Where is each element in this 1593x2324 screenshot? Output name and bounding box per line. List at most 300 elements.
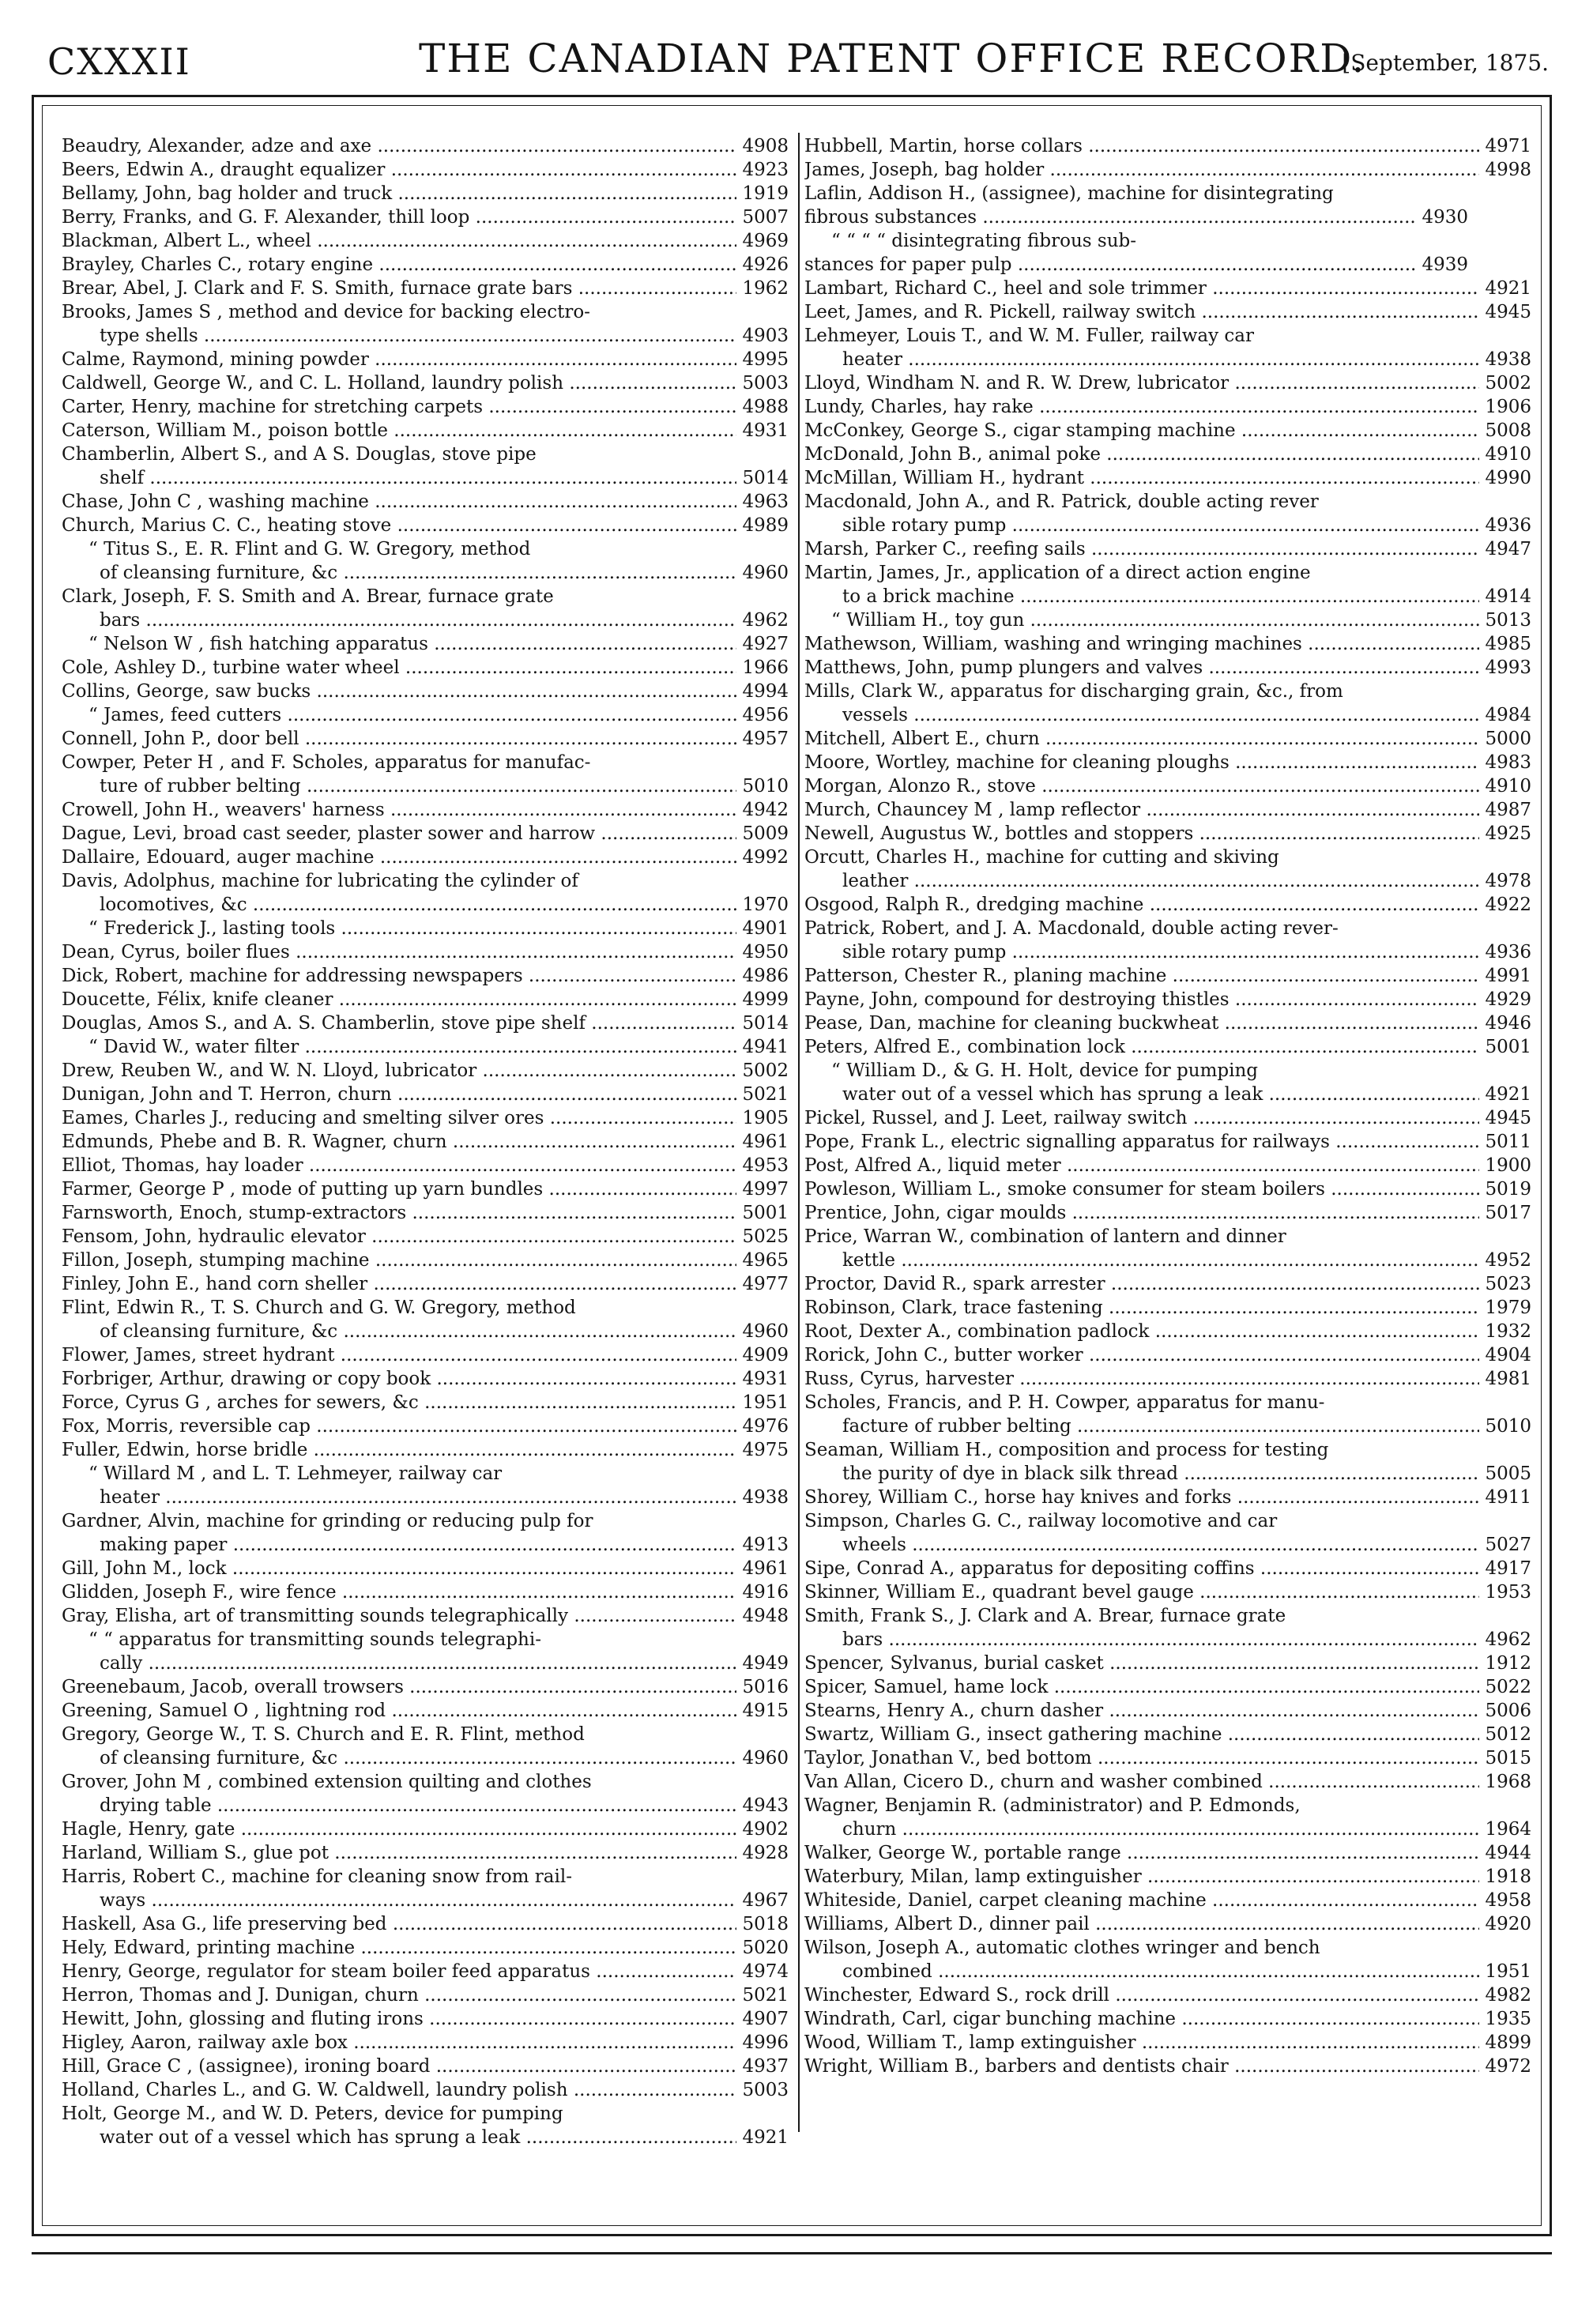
index-entry bbox=[804, 1960, 1531, 1983]
patent-number: 1905 bbox=[742, 1108, 789, 1128]
entry-text: Mathewson, William, washing and wringing machines ..... bbox=[804, 632, 1479, 656]
entry-text: Church, Marius C. C., heating stove ..... bbox=[62, 514, 736, 537]
entry-text: Brear, Abel, J. Clark and F. S. Smith, furnace grate bars ..... bbox=[62, 277, 736, 300]
index-entry bbox=[804, 1225, 1531, 1249]
entry-text: Greening, Samuel O , lightning rod ..... bbox=[62, 1699, 736, 1723]
entry-text: Collins, George, saw bucks ..... bbox=[62, 680, 736, 703]
patent-number: 4962 bbox=[742, 610, 789, 631]
index-entry bbox=[804, 1343, 1531, 1367]
entry-text: Finley, John E., hand corn sheller ..... bbox=[62, 1272, 736, 1296]
entry-text: Morgan, Alonzo R., stove ..... bbox=[804, 774, 1479, 798]
entry-text: Swartz, William G., insect gathering machine ..... bbox=[804, 1723, 1479, 1746]
patent-number: 4938 bbox=[1485, 349, 1531, 370]
index-entry bbox=[804, 1462, 1531, 1486]
patent-number: 1966 bbox=[742, 657, 789, 678]
patent-number: 5014 bbox=[742, 1013, 789, 1034]
entry-text: Blackman, Albert L., wheel ..... bbox=[62, 229, 736, 253]
index-entry bbox=[62, 1106, 789, 1130]
patent-number: 5013 bbox=[1485, 610, 1531, 631]
index-entry bbox=[62, 1865, 789, 1889]
index-entry bbox=[804, 1249, 1531, 1272]
patent-number: 4922 bbox=[1485, 895, 1531, 915]
index-entry bbox=[804, 1699, 1531, 1723]
patent-number: 5027 bbox=[1485, 1535, 1531, 1555]
entry-text: Orcutt, Charles H., machine for cutting and skiving bbox=[804, 847, 1279, 868]
index-entry bbox=[62, 253, 789, 277]
patent-number: 4916 bbox=[742, 1582, 789, 1603]
patent-number: 4910 bbox=[1485, 776, 1531, 797]
index-entry bbox=[804, 1201, 1531, 1225]
index-entry bbox=[62, 1367, 789, 1391]
entry-text: Price, Warran W., combination of lantern and dinner bbox=[804, 1226, 1286, 1247]
entry-text: Lundy, Charles, hay rake ..... bbox=[804, 395, 1479, 419]
index-entry bbox=[804, 917, 1531, 940]
patent-number: 5020 bbox=[742, 1938, 789, 1958]
patent-number: 4977 bbox=[742, 1274, 789, 1294]
patent-number: 1900 bbox=[1485, 1155, 1531, 1176]
entry-text: of cleansing furniture, &c ..... bbox=[100, 1320, 736, 1343]
entry-text: Holland, Charles L., and G. W. Caldwell, laundry polish ..... bbox=[62, 2078, 736, 2102]
index-entry bbox=[804, 1320, 1531, 1343]
index-entry bbox=[804, 324, 1531, 348]
entry-text: Waterbury, Milan, lamp extinguisher ..... bbox=[804, 1865, 1479, 1889]
entry-text: heater ..... bbox=[842, 348, 1479, 371]
patent-number: 4962 bbox=[1485, 1629, 1531, 1650]
patent-number: 1906 bbox=[1485, 397, 1531, 417]
index-entry bbox=[62, 608, 789, 632]
patent-number: 4944 bbox=[1485, 1843, 1531, 1863]
patent-number: 4904 bbox=[1485, 1345, 1531, 1365]
patent-number: 4997 bbox=[742, 1179, 789, 1200]
index-entry bbox=[804, 1604, 1531, 1628]
patent-number: 4927 bbox=[742, 634, 789, 654]
entry-text: Patrick, Robert, and J. A. Macdonald, double acting rever- bbox=[804, 918, 1339, 939]
patent-number: 4969 bbox=[742, 231, 789, 251]
entry-text: Moore, Wortley, machine for cleaning ploughs ..... bbox=[804, 751, 1479, 774]
patent-number: 4921 bbox=[1485, 1084, 1531, 1105]
index-entry bbox=[804, 2007, 1531, 2031]
entry-text: Macdonald, John A., and R. Patrick, double acting rever bbox=[804, 492, 1319, 512]
entry-text: Newell, Augustus W., bottles and stoppers ..... bbox=[804, 822, 1479, 846]
entry-text: Bellamy, John, bag holder and truck ..... bbox=[62, 182, 736, 205]
patent-number: 1953 bbox=[1485, 1582, 1531, 1603]
bottom-rule bbox=[32, 2252, 1552, 2254]
index-entry bbox=[62, 1272, 789, 1296]
patent-number: 4926 bbox=[742, 254, 789, 275]
patent-number: 5019 bbox=[1485, 1179, 1531, 1200]
index-entry bbox=[804, 1889, 1531, 1912]
patent-number: 4909 bbox=[742, 1345, 789, 1365]
index-entry bbox=[62, 1035, 789, 1059]
index-entry bbox=[62, 2126, 789, 2149]
entry-text: “ David W., water filter ..... bbox=[62, 1035, 736, 1059]
entry-text: “ Titus S., E. R. Flint and G. W. Gregory, method bbox=[88, 539, 531, 559]
entry-text: Grover, John M , combined extension quilting and clothes bbox=[62, 1772, 592, 1792]
entry-text: Wright, William B., barbers and dentists chair ..... bbox=[804, 2055, 1479, 2078]
patent-number: 4921 bbox=[742, 2127, 789, 2148]
entry-text: Higley, Aaron, railway axle box ..... bbox=[62, 2031, 736, 2055]
index-entry bbox=[62, 1225, 789, 1249]
index-entry bbox=[62, 1723, 789, 1746]
entry-text: Farnsworth, Enoch, stump-extractors ..... bbox=[62, 1201, 736, 1225]
entry-text: Flower, James, street hydrant ..... bbox=[62, 1343, 736, 1367]
entry-text: locomotives, &c ..... bbox=[100, 893, 736, 917]
entry-text: Wagner, Benjamin R. (administrator) and P. Edmonds, bbox=[804, 1795, 1301, 1816]
entry-text: Peters, Alfred E., combination lock ..... bbox=[804, 1035, 1479, 1059]
entry-text: Pope, Frank L., electric signalling apparatus for railways ..... bbox=[804, 1130, 1479, 1154]
patent-number: 5016 bbox=[742, 1677, 789, 1697]
index-entry bbox=[804, 1652, 1531, 1675]
patent-number: 1919 bbox=[742, 183, 789, 204]
entry-text: ways ..... bbox=[100, 1889, 736, 1912]
entry-text: kettle ..... bbox=[842, 1249, 1479, 1272]
index-entry bbox=[62, 2102, 789, 2126]
patent-number: 4949 bbox=[742, 1653, 789, 1674]
index-entry bbox=[62, 1960, 789, 1983]
entry-text: Drew, Reuben W., and W. N. Lloyd, lubricator ..... bbox=[62, 1059, 736, 1083]
index-entry bbox=[62, 1130, 789, 1154]
index-entry bbox=[62, 1011, 789, 1035]
index-entry bbox=[804, 1509, 1531, 1533]
index-entry bbox=[62, 1320, 789, 1343]
entry-text: sible rotary pump ..... bbox=[842, 940, 1479, 964]
index-entry bbox=[62, 1817, 789, 1841]
index-entry bbox=[804, 1272, 1531, 1296]
entry-text: Hubbell, Martin, horse collars ..... bbox=[804, 134, 1479, 158]
patent-number: 5007 bbox=[742, 207, 789, 228]
index-entry bbox=[804, 1414, 1531, 1438]
entry-text: Henry, George, regulator for steam boiler feed apparatus ..... bbox=[62, 1960, 736, 1983]
index-entry bbox=[804, 774, 1531, 798]
entry-text: Gardner, Alvin, machine for grinding or reducing pulp for bbox=[62, 1511, 593, 1531]
column-divider bbox=[798, 133, 800, 2132]
patent-number: 1962 bbox=[742, 278, 789, 299]
index-entry bbox=[62, 2055, 789, 2078]
publication-title: THE CANADIAN PATENT OFFICE RECORD. bbox=[419, 36, 1366, 81]
index-entry bbox=[62, 229, 789, 253]
index-entry bbox=[62, 1486, 789, 1509]
index-entry bbox=[62, 277, 789, 300]
entry-text: Sipe, Conrad A., apparatus for depositing coffins ..... bbox=[804, 1557, 1479, 1580]
entry-text: ture of rubber belting ..... bbox=[100, 774, 736, 798]
patent-number: 4981 bbox=[1485, 1369, 1531, 1389]
entry-text: bars ..... bbox=[100, 608, 736, 632]
index-entry bbox=[804, 1154, 1531, 1177]
patent-number: 1951 bbox=[742, 1392, 789, 1413]
patent-number: 4993 bbox=[1485, 657, 1531, 678]
index-entry bbox=[62, 1438, 789, 1462]
entry-text: Walker, George W., portable range ..... bbox=[804, 1841, 1479, 1865]
index-entry bbox=[804, 893, 1531, 917]
index-entry bbox=[62, 1889, 789, 1912]
entry-text: Whiteside, Daniel, carpet cleaning machine ..... bbox=[804, 1889, 1479, 1912]
patent-number: 4908 bbox=[742, 136, 789, 156]
entry-text: Herron, Thomas and J. Dunigan, churn ..... bbox=[62, 1983, 736, 2007]
index-entry bbox=[804, 561, 1531, 585]
patent-number: 4992 bbox=[742, 847, 789, 868]
index-entry bbox=[804, 537, 1531, 561]
index-entry bbox=[804, 751, 1531, 774]
entry-text: Fillon, Joseph, stumping machine ..... bbox=[62, 1249, 736, 1272]
entry-text: Hewitt, John, glossing and fluting irons ..... bbox=[62, 2007, 736, 2031]
patent-number: 5002 bbox=[1485, 373, 1531, 394]
patent-number: 5010 bbox=[742, 776, 789, 797]
patent-number: 4987 bbox=[1485, 800, 1531, 820]
index-entry bbox=[62, 917, 789, 940]
patent-number: 5022 bbox=[1485, 1677, 1531, 1697]
entry-text: Crowell, John H., weavers' harness ..... bbox=[62, 798, 736, 822]
index-entry bbox=[804, 348, 1531, 371]
index-entry bbox=[804, 940, 1531, 964]
patent-number: 5018 bbox=[742, 1914, 789, 1934]
entry-text: of cleansing furniture, &c ..... bbox=[100, 1746, 736, 1770]
index-entry bbox=[804, 1865, 1531, 1889]
patent-number: 4915 bbox=[742, 1701, 789, 1721]
entry-text: Spicer, Samuel, hame lock ..... bbox=[804, 1675, 1479, 1699]
entry-text: Prentice, John, cigar moulds ..... bbox=[804, 1201, 1479, 1225]
entry-text: “ William H., toy gun ..... bbox=[804, 608, 1479, 632]
entry-text: making paper ..... bbox=[100, 1533, 736, 1557]
entry-text: “ Frederick J., lasting tools ..... bbox=[62, 917, 736, 940]
page-header bbox=[47, 36, 1549, 91]
entry-text: Lambart, Richard C., heel and sole trimmer ..... bbox=[804, 277, 1479, 300]
patent-number: 4936 bbox=[1485, 515, 1531, 536]
index-entry bbox=[62, 846, 789, 869]
index-entry bbox=[62, 822, 789, 846]
patent-number: 5001 bbox=[1485, 1037, 1531, 1057]
index-entry bbox=[62, 1201, 789, 1225]
index-entry bbox=[804, 1912, 1531, 1936]
entry-text: Stearns, Henry A., churn dasher ..... bbox=[804, 1699, 1479, 1723]
index-entry bbox=[62, 466, 789, 490]
entry-text: the purity of dye in black silk thread ..... bbox=[842, 1462, 1479, 1486]
entry-text: Chase, John C , washing machine ..... bbox=[62, 490, 736, 514]
entry-text: Caterson, William M., poison bottle ..... bbox=[62, 419, 736, 443]
patent-number: 4989 bbox=[742, 515, 789, 536]
index-entry bbox=[804, 443, 1531, 466]
entry-text: Davis, Adolphus, machine for lubricating the cylinder of bbox=[62, 871, 578, 891]
patent-number: 4957 bbox=[742, 729, 789, 749]
entry-text: Winchester, Edward S., rock drill ..... bbox=[804, 1983, 1479, 2007]
index-entry bbox=[804, 158, 1531, 182]
index-entry bbox=[804, 1817, 1531, 1841]
patent-number: 4902 bbox=[742, 1819, 789, 1840]
index-entry bbox=[804, 1723, 1531, 1746]
patent-number: 5008 bbox=[1485, 420, 1531, 441]
entry-text: Berry, Franks, and G. F. Alexander, thill loop ..... bbox=[62, 205, 736, 229]
patent-number: 4923 bbox=[742, 160, 789, 180]
index-entry bbox=[804, 608, 1531, 632]
entry-text: Force, Cyrus G , arches for sewers, &c ..... bbox=[62, 1391, 736, 1414]
patent-number: 4925 bbox=[1485, 823, 1531, 844]
patent-number: 4945 bbox=[1485, 302, 1531, 322]
entry-text: Brooks, James S , method and device for backing electro- bbox=[62, 302, 590, 322]
patent-number: 5025 bbox=[742, 1226, 789, 1247]
patent-number: 4984 bbox=[1485, 705, 1531, 725]
patent-number: 5015 bbox=[1485, 1748, 1531, 1768]
index-entry bbox=[62, 1059, 789, 1083]
patent-number: 5021 bbox=[742, 1084, 789, 1105]
entry-text: McMillan, William H., hydrant ..... bbox=[804, 466, 1479, 490]
index-entry bbox=[804, 846, 1531, 869]
index-entry bbox=[804, 1011, 1531, 1035]
entry-text: Lloyd, Windham N. and R. W. Drew, lubricator ..... bbox=[804, 371, 1479, 395]
index-column-right bbox=[804, 134, 1531, 2078]
patent-number: 5012 bbox=[1485, 1724, 1531, 1745]
entry-text: Patterson, Chester R., planing machine ..... bbox=[804, 964, 1479, 988]
entry-text: Harland, William S., glue pot ..... bbox=[62, 1841, 736, 1865]
patent-number: 4928 bbox=[742, 1843, 789, 1863]
patent-number: 4967 bbox=[742, 1890, 789, 1911]
patent-number: 4899 bbox=[1485, 2032, 1531, 2053]
entry-text: Carter, Henry, machine for stretching carpets ..... bbox=[62, 395, 736, 419]
entry-text: James, Joseph, bag holder ..... bbox=[804, 158, 1479, 182]
entry-text: Fuller, Edwin, horse bridle ..... bbox=[62, 1438, 736, 1462]
index-entry bbox=[62, 1533, 789, 1557]
patent-number: 5021 bbox=[742, 1985, 789, 2006]
entry-text: “ Nelson W , fish hatching apparatus ..... bbox=[62, 632, 736, 656]
index-entry bbox=[62, 395, 789, 419]
entry-text: shelf ..... bbox=[100, 466, 736, 490]
entry-text: Wood, William T., lamp extinguisher ..... bbox=[804, 2031, 1479, 2055]
index-entry bbox=[804, 1794, 1531, 1817]
patent-number: 5023 bbox=[1485, 1274, 1531, 1294]
patent-number: 5005 bbox=[1485, 1463, 1531, 1484]
index-entry bbox=[62, 1936, 789, 1960]
entry-text: Root, Dexter A., combination padlock ..... bbox=[804, 1320, 1479, 1343]
patent-number: 4975 bbox=[742, 1440, 789, 1460]
index-entry bbox=[804, 1770, 1531, 1794]
patent-number: 4976 bbox=[742, 1416, 789, 1437]
patent-number: 4901 bbox=[742, 918, 789, 939]
index-entry bbox=[804, 1296, 1531, 1320]
entry-text: Greenebaum, Jacob, overall trowsers ..... bbox=[62, 1675, 736, 1699]
patent-number: 4998 bbox=[1485, 160, 1531, 180]
entry-text: Doucette, Félix, knife cleaner ..... bbox=[62, 988, 736, 1011]
entry-text: Proctor, David R., spark arrester ..... bbox=[804, 1272, 1479, 1296]
entry-text: Marsh, Parker C., reefing sails ..... bbox=[804, 537, 1479, 561]
entry-text: Haskell, Asa G., life preserving bed ..... bbox=[62, 1912, 736, 1936]
entry-text: Gregory, George W., T. S. Church and E. R. Flint, method bbox=[62, 1724, 585, 1745]
patent-number: 1979 bbox=[1485, 1298, 1531, 1318]
entry-text: facture of rubber belting ..... bbox=[842, 1414, 1479, 1438]
index-entry bbox=[62, 1391, 789, 1414]
entry-text: Martin, James, Jr., application of a direct action engine bbox=[804, 563, 1311, 583]
index-entry bbox=[62, 1414, 789, 1438]
patent-number: 4911 bbox=[1485, 1487, 1531, 1508]
patent-number: 4994 bbox=[742, 681, 789, 702]
entry-text: Shorey, William C., horse hay knives and forks ..... bbox=[804, 1486, 1479, 1509]
patent-number: 4931 bbox=[742, 420, 789, 441]
patent-number: 1970 bbox=[742, 895, 789, 915]
patent-number: 4963 bbox=[742, 492, 789, 512]
patent-number: 4936 bbox=[1485, 942, 1531, 962]
index-entry bbox=[62, 1177, 789, 1201]
patent-number: 4978 bbox=[1485, 871, 1531, 891]
index-entry bbox=[62, 727, 789, 751]
patent-number: 1918 bbox=[1485, 1866, 1531, 1887]
index-entry bbox=[62, 2078, 789, 2102]
patent-number: 1951 bbox=[1485, 1961, 1531, 1982]
entry-text: Murch, Chauncey M , lamp reflector ..... bbox=[804, 798, 1479, 822]
patent-number: 4921 bbox=[1485, 278, 1531, 299]
index-entry bbox=[804, 2031, 1531, 2055]
index-entry bbox=[804, 395, 1531, 419]
index-entry bbox=[62, 419, 789, 443]
patent-number: 4903 bbox=[742, 326, 789, 346]
entry-text: heater ..... bbox=[100, 1486, 736, 1509]
index-entry bbox=[804, 2055, 1531, 2078]
index-entry bbox=[62, 182, 789, 205]
index-entry bbox=[62, 585, 789, 608]
entry-text: Mitchell, Albert E., churn ..... bbox=[804, 727, 1479, 751]
entry-text: water out of a vessel which has sprung a leak ..... bbox=[100, 2126, 736, 2149]
index-entry bbox=[62, 158, 789, 182]
patent-number: 5003 bbox=[742, 373, 789, 394]
index-entry bbox=[62, 537, 789, 561]
patent-number: 4971 bbox=[1485, 136, 1531, 156]
entry-text: of cleansing furniture, &c ..... bbox=[100, 561, 736, 585]
index-entry bbox=[804, 1746, 1531, 1770]
index-entry bbox=[62, 1343, 789, 1367]
patent-number: 5002 bbox=[742, 1060, 789, 1081]
index-entry bbox=[804, 1936, 1531, 1960]
patent-number: 4991 bbox=[1485, 966, 1531, 986]
patent-number: 5009 bbox=[742, 823, 789, 844]
entry-text: Cole, Ashley D., turbine water wheel ..... bbox=[62, 656, 736, 680]
patent-number: 4965 bbox=[742, 1250, 789, 1271]
index-entry bbox=[804, 1367, 1531, 1391]
entry-text: “ William D., & G. H. Holt, device for pumping bbox=[831, 1060, 1258, 1081]
patent-number: 4942 bbox=[742, 800, 789, 820]
entry-text: McConkey, George S., cigar stamping machine ..... bbox=[804, 419, 1479, 443]
entry-text: Chamberlin, Albert S., and A S. Douglas, stove pipe bbox=[62, 444, 537, 465]
index-entry bbox=[62, 1912, 789, 1936]
entry-text: Williams, Albert D., dinner pail ..... bbox=[804, 1912, 1479, 1936]
entry-text: Fox, Morris, reversible cap ..... bbox=[62, 1414, 736, 1438]
index-entry bbox=[62, 751, 789, 774]
entry-text: Douglas, Amos S., and A. S. Chamberlin, stove pipe shelf ..... bbox=[62, 1011, 736, 1035]
patent-number: 4974 bbox=[742, 1961, 789, 1982]
patent-number: 4986 bbox=[742, 966, 789, 986]
index-entry bbox=[804, 1983, 1531, 2007]
index-entry bbox=[804, 1035, 1531, 1059]
index-entry bbox=[62, 1628, 789, 1652]
index-entry bbox=[62, 2031, 789, 2055]
entry-text: Dague, Levi, broad cast seeder, plaster sower and harrow ..... bbox=[62, 822, 736, 846]
index-entry bbox=[62, 371, 789, 395]
patent-number: 4930 bbox=[1422, 207, 1468, 228]
index-entry bbox=[804, 988, 1531, 1011]
entry-text: Skinner, William E., quadrant bevel gauge ..... bbox=[804, 1580, 1479, 1604]
entry-text: Van Allan, Cicero D., churn and washer combined ..... bbox=[804, 1770, 1479, 1794]
entry-text: Scholes, Francis, and P. H. Cowper, apparatus for manu- bbox=[804, 1392, 1325, 1413]
index-entry bbox=[62, 205, 789, 229]
patent-number: 1968 bbox=[1485, 1772, 1531, 1792]
entry-text: leather ..... bbox=[842, 869, 1479, 893]
patent-number: 4961 bbox=[742, 1558, 789, 1579]
index-entry bbox=[804, 869, 1531, 893]
entry-text: Gill, John M., lock ..... bbox=[62, 1557, 736, 1580]
entry-text: Farmer, George P , mode of putting up yarn bundles ..... bbox=[62, 1177, 736, 1201]
index-entry bbox=[62, 1604, 789, 1628]
entry-text: “ “ apparatus for transmitting sounds telegraphi- bbox=[88, 1629, 542, 1650]
index-entry bbox=[62, 514, 789, 537]
entry-text: Pickel, Russel, and J. Leet, railway switch ..... bbox=[804, 1106, 1479, 1130]
entry-text: to a brick machine ..... bbox=[842, 585, 1479, 608]
index-entry bbox=[62, 774, 789, 798]
patent-number: 4960 bbox=[742, 1321, 789, 1342]
